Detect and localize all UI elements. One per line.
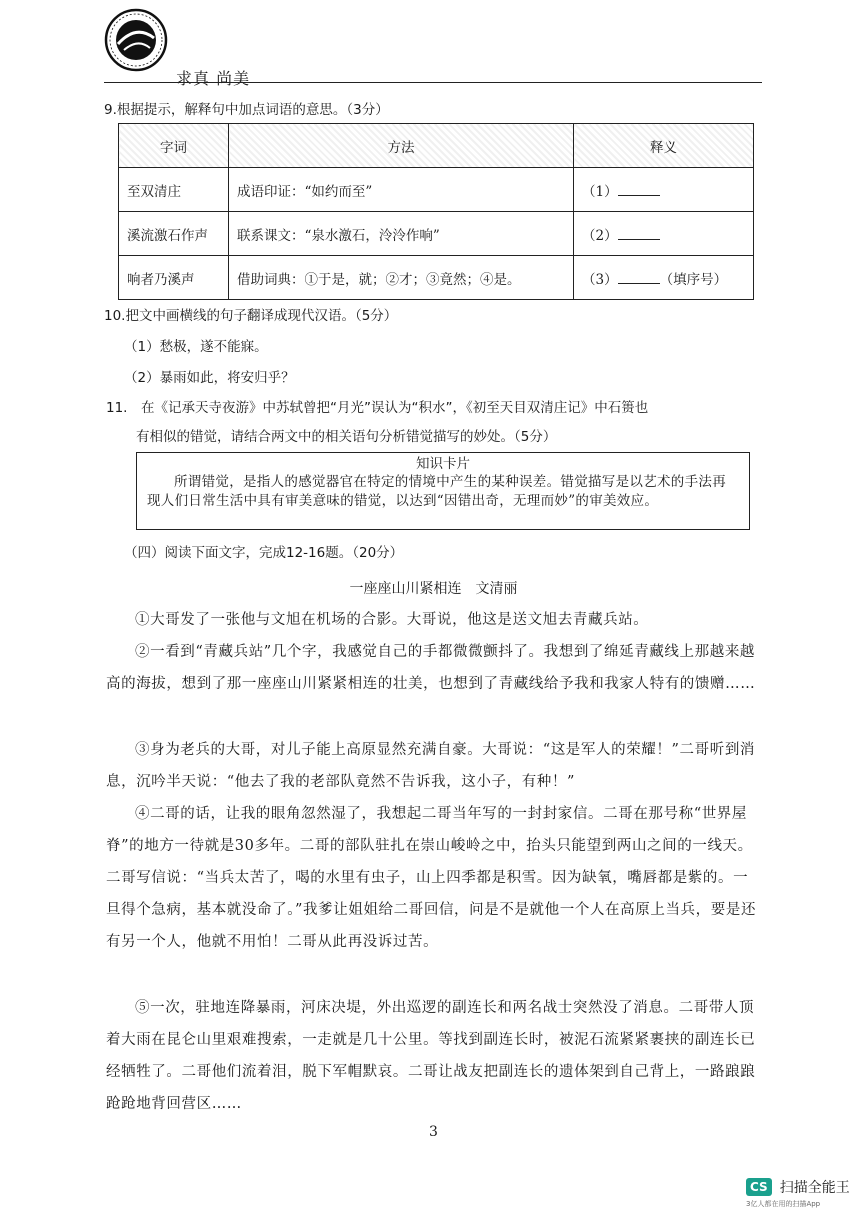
scanner-watermark — [746, 1176, 856, 1209]
answer-cell: （2） — [574, 212, 754, 256]
school-motto: 求真 尚美 — [176, 69, 251, 88]
scanner-app-name: 扫描全能王 — [779, 1179, 850, 1196]
header-cell-meaning: 释义 — [574, 124, 754, 168]
article-paragraph: ②一看到“青藏兵站”几个字，我感觉自己的手都微微颤抖了。我想到了绵延青藏线上那越来越高的海拔，想到了那一座座山川紧紧相连的壮美，也想到了青藏线给予我和我家人特有的馈赠…… — [106, 644, 756, 692]
question-10-item: （2）暴雨如此，将安归乎？ — [124, 370, 295, 386]
table-row — [119, 212, 754, 256]
method-cell: 借助词典：①于是，就；②才；③竟然；④是。 — [229, 256, 574, 300]
question-10-title: 10.把文中画横线的句子翻译成现代汉语。（5分） — [104, 308, 398, 324]
article-paragraph: ④二哥的话，让我的眼角忽然湿了，我想起二哥当年写的一封封家信。二哥在那号称“世界屋脊”的地方一待就是30多年。二哥的部队驻扎在崇山峻岭之中，抬头只能望到两山之间的一线天。二哥写信说：“当兵太苦了，喝的水里有虫子，山上四季都是积雪。因为缺氧，嘴唇都是紫的。一旦得个急病，基本就没命了。”我爹让姐姐给二哥回信，问是不是就他一个人在高原上当兵，要是还有另一个人，他就不用怕！二哥从此再没诉过苦。 — [106, 806, 757, 950]
section-4-title: （四）阅读下面文字，完成12-16题。（20分） — [124, 545, 404, 561]
question-9-table — [118, 123, 754, 300]
header-cell-word: 字词 — [119, 124, 229, 168]
answer-blank — [618, 227, 660, 240]
school-logo-icon — [104, 8, 168, 72]
article-paragraph: ①大哥发了一张他与文旭在机场的合影。大哥说，他这是送文旭去青藏兵站。 — [135, 612, 649, 628]
knowledge-card-title: 知识卡片 — [416, 456, 470, 472]
article-title: 一座座山川紧相连 文清丽 — [349, 581, 518, 597]
knowledge-card-body: 所谓错觉，是指人的感觉器官在特定的情境中产生的某种误差。错觉描写是以艺术的手法再现人们日常生活中具有审美意味的错觉，以达到“因错出奇，无理而妙”的审美效应。 — [147, 474, 726, 509]
article-paragraph: ⑤一次，驻地连降暴雨，河床决堤，外出巡逻的副连长和两名战士突然没了消息。二哥带人顶着大雨在昆仑山里艰难搜索，一走就是几十公里。等找到副连长时，被泥石流紧紧裹挟的副连长已经牺牲了。二哥他们流着泪，脱下军帽默哀。二哥让战友把副连长的遗体架到自己背上，一路踉踉跄跄地背回营区…… — [106, 1000, 756, 1112]
method-cell: 联系课文：“泉水激石，泠泠作响” — [229, 212, 574, 256]
answer-blank — [618, 271, 660, 284]
knowledge-card — [136, 452, 750, 530]
word-cell: 至双清庄 — [119, 168, 229, 212]
answer-cell: （3） （填序号） — [574, 256, 754, 300]
method-cell: 成语印证：“如约而至” — [229, 168, 574, 212]
scanner-logo-icon: CS — [746, 1178, 772, 1196]
word-cell: 响者乃溪声 — [119, 256, 229, 300]
word-cell: 溪流激石作声 — [119, 212, 229, 256]
question-9-title: 9.根据提示，解释句中加点词语的意思。（3分） — [104, 102, 389, 118]
answer-cell: （1） — [574, 168, 754, 212]
scanner-tagline: 3亿人都在用的扫描App — [746, 1199, 821, 1208]
question-11-line-2: 有相似的错觉，请结合两文中的相关语句分析错觉描写的妙处。（5分） — [136, 429, 557, 445]
table-row — [119, 168, 754, 212]
table-row — [119, 256, 754, 300]
question-10-item: （1）愁极，遂不能寐。 — [124, 339, 268, 355]
page-number: 3 — [429, 1124, 438, 1140]
header-cell-method: 方法 — [229, 124, 574, 168]
question-11-line-1: 11. 在《记承天寺夜游》中苏轼曾把“月光”误认为“积水”，《初至天目双清庄记》中石篑也 — [106, 400, 649, 416]
header-divider — [104, 82, 762, 83]
answer-blank — [618, 183, 660, 196]
article-paragraph: ③身为老兵的大哥，对儿子能上高原显然充满自豪。大哥说：“这是军人的荣耀！”二哥听到消息，沉吟半天说：“他去了我的老部队竟然不告诉我，这小子，有种！” — [106, 742, 756, 790]
table-header-row — [119, 124, 754, 168]
